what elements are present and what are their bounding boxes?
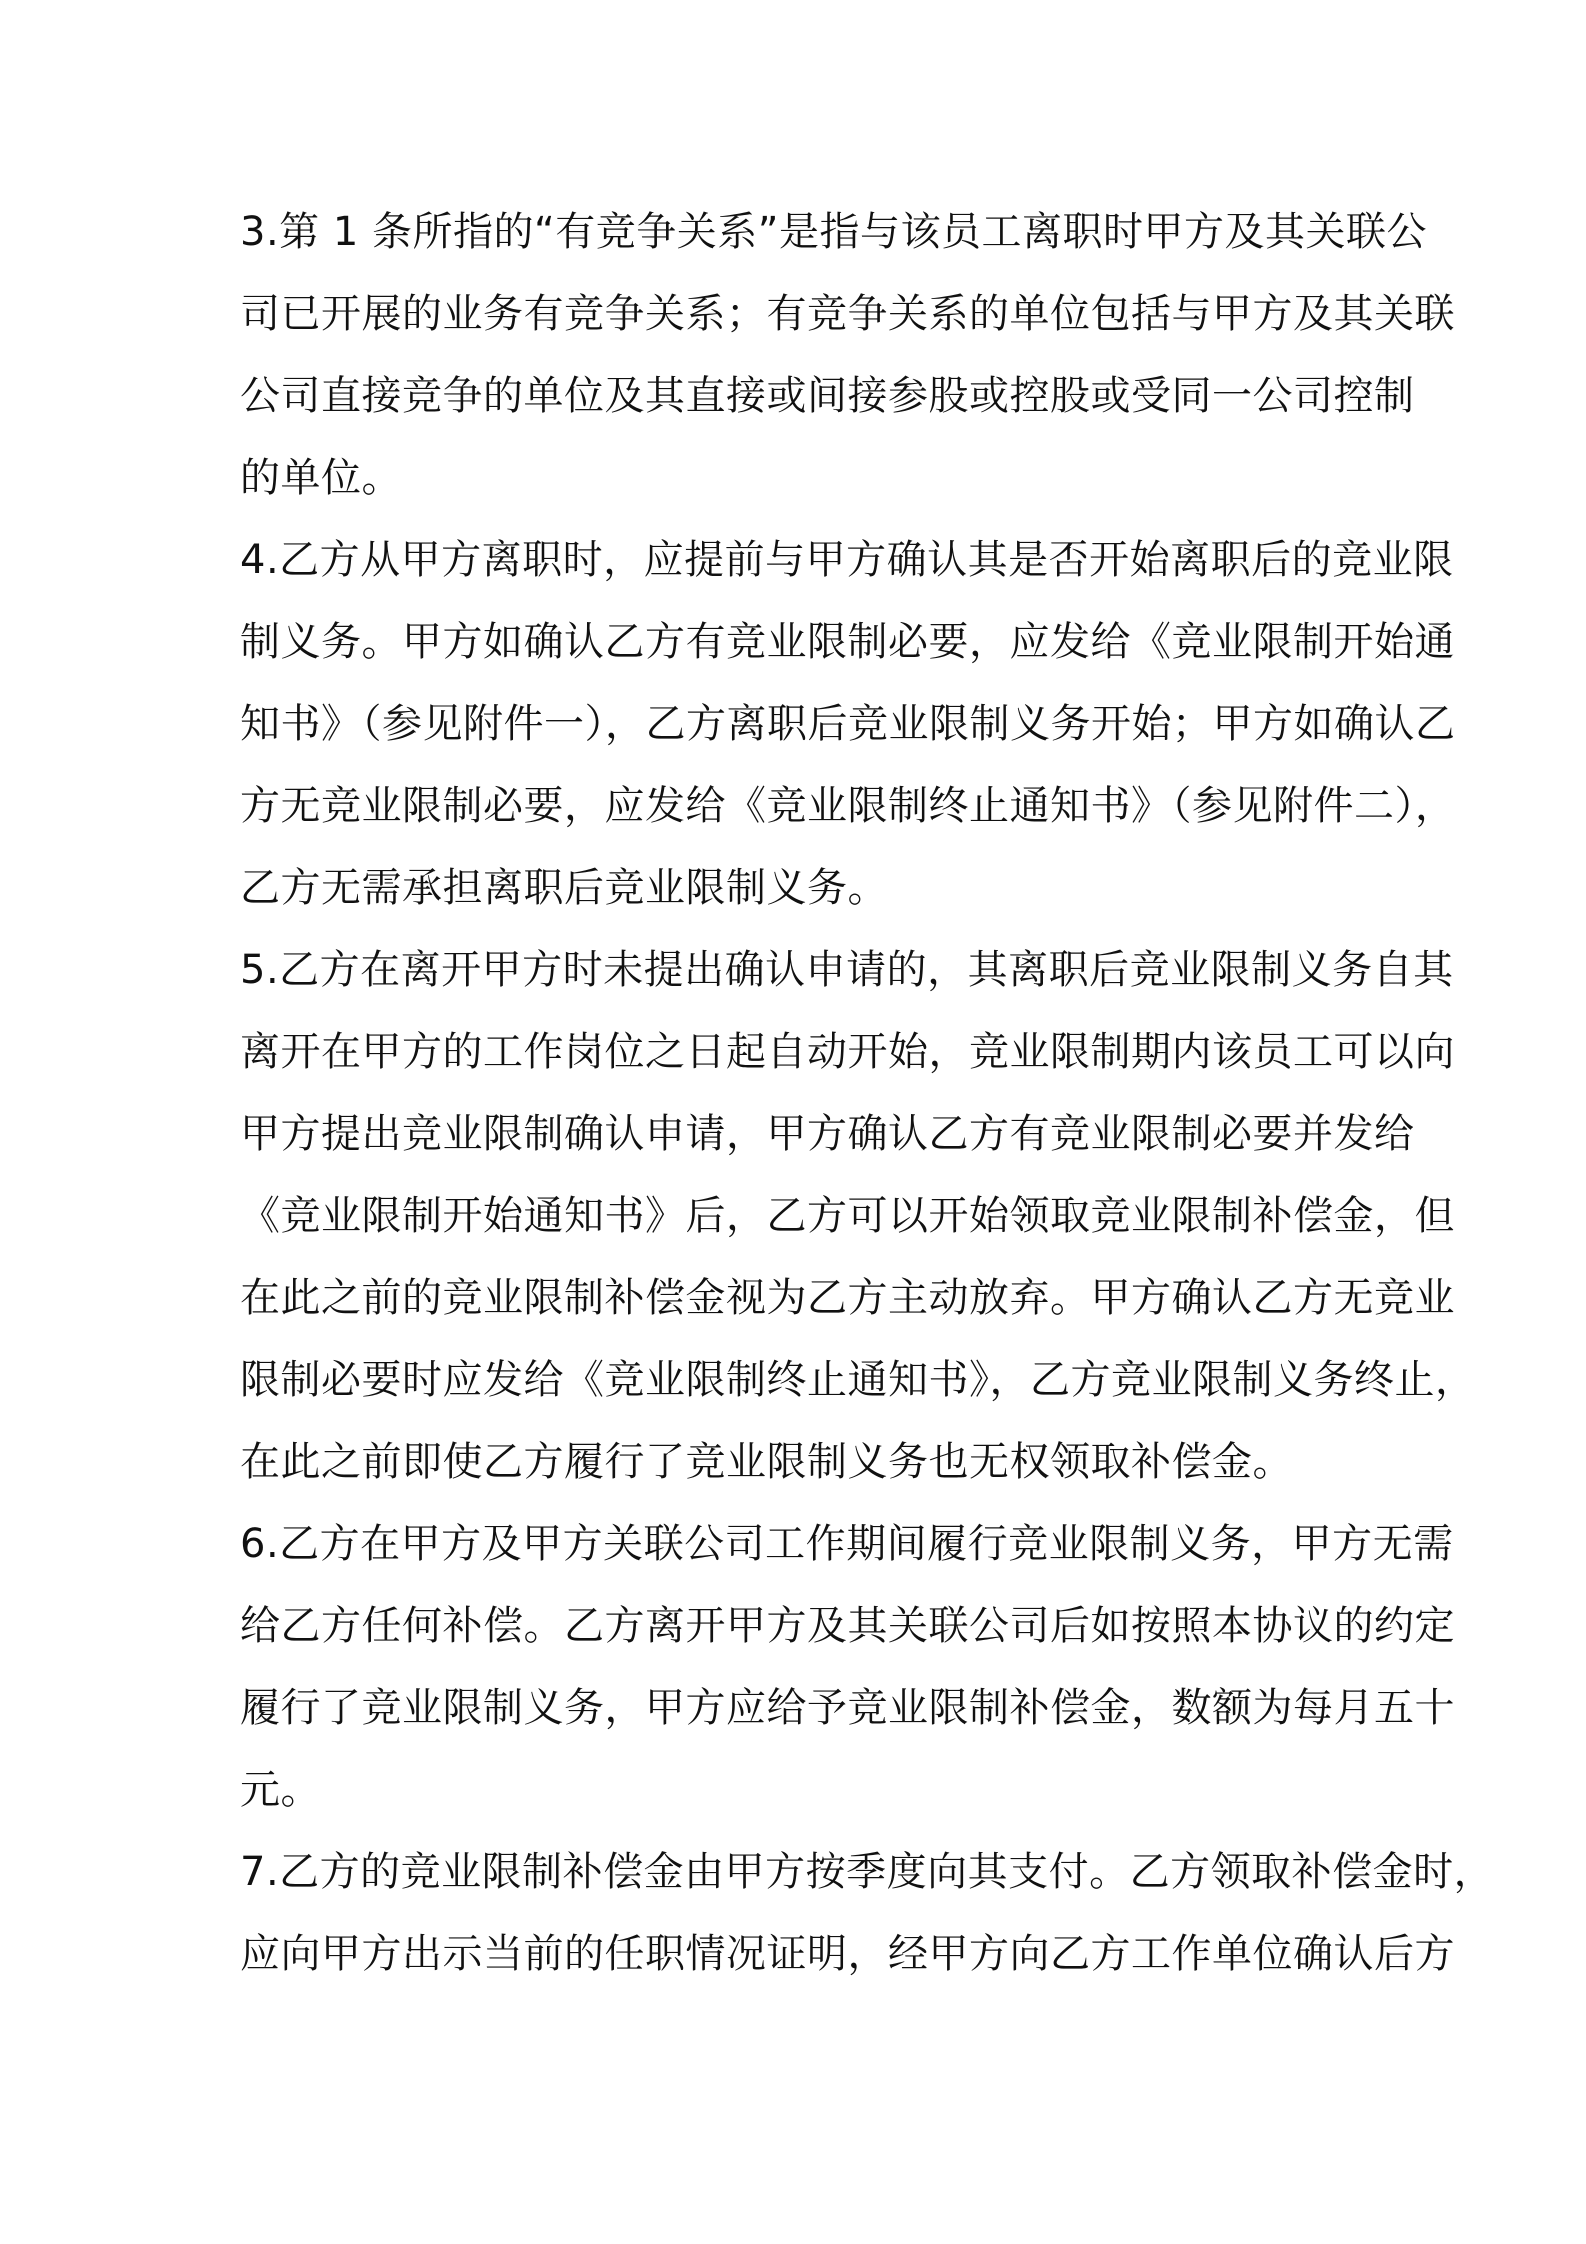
text-line: 限制必要时应发给《竞业限制终止通知书》，乙方竞业限制义务终止，	[240, 1357, 1476, 1403]
text-line: 6.乙方在甲方及甲方关联公司工作期间履行竞业限制义务，甲方无需	[240, 1521, 1454, 1567]
text-line: 方无竞业限制必要，应发给《竞业限制终止通知书》（参见附件二），	[240, 783, 1456, 829]
text-line: 甲方提出竞业限制确认申请，甲方确认乙方有竞业限制必要并发给	[240, 1111, 1415, 1157]
text-line: 应向甲方出示当前的任职情况证明，经甲方向乙方工作单位确认后方	[240, 1931, 1455, 1977]
text-line: 5.乙方在离开甲方时未提出确认申请的，其离职后竞业限制义务自其	[240, 947, 1454, 993]
text-line: 在此之前即使乙方履行了竞业限制义务也无权领取补偿金。	[240, 1439, 1293, 1485]
text-line: 在此之前的竞业限制补偿金视为乙方主动放弃。甲方确认乙方无竞业	[240, 1275, 1455, 1321]
text-line: 的单位。	[240, 455, 402, 501]
text-line: 《竞业限制开始通知书》后，乙方可以开始领取竞业限制补偿金，但	[240, 1193, 1455, 1239]
text-line: 司已开展的业务有竞争关系；有竞争关系的单位包括与甲方及其关联	[240, 291, 1455, 337]
text-line: 履行了竞业限制义务，甲方应给予竞业限制补偿金，数额为每月五十	[240, 1685, 1455, 1731]
text-line: 3.第 1 条所指的“有竞争关系”是指与该员工离职时甲方及其关联公	[240, 209, 1427, 255]
text-line: 离开在甲方的工作岗位之日起自动开始，竞业限制期内该员工可以向	[240, 1029, 1455, 1075]
text-line: 公司直接竞争的单位及其直接或间接参股或控股或受同一公司控制	[240, 373, 1415, 419]
text-line: 给乙方任何补偿。乙方离开甲方及其关联公司后如按照本协议的约定	[240, 1603, 1455, 1649]
text-line: 制义务。甲方如确认乙方有竞业限制必要，应发给《竞业限制开始通	[240, 619, 1455, 665]
text-line: 7.乙方的竞业限制补偿金由甲方按季度向其支付。乙方领取补偿金时，	[240, 1849, 1495, 1895]
text-line: 知书》（参见附件一），乙方离职后竞业限制义务开始；甲方如确认乙	[240, 701, 1456, 747]
text-line: 4.乙方从甲方离职时，应提前与甲方确认其是否开始离职后的竞业限	[240, 537, 1454, 583]
text-line: 元。	[240, 1767, 321, 1813]
text-line: 乙方无需承担离职后竞业限制义务。	[240, 865, 888, 911]
